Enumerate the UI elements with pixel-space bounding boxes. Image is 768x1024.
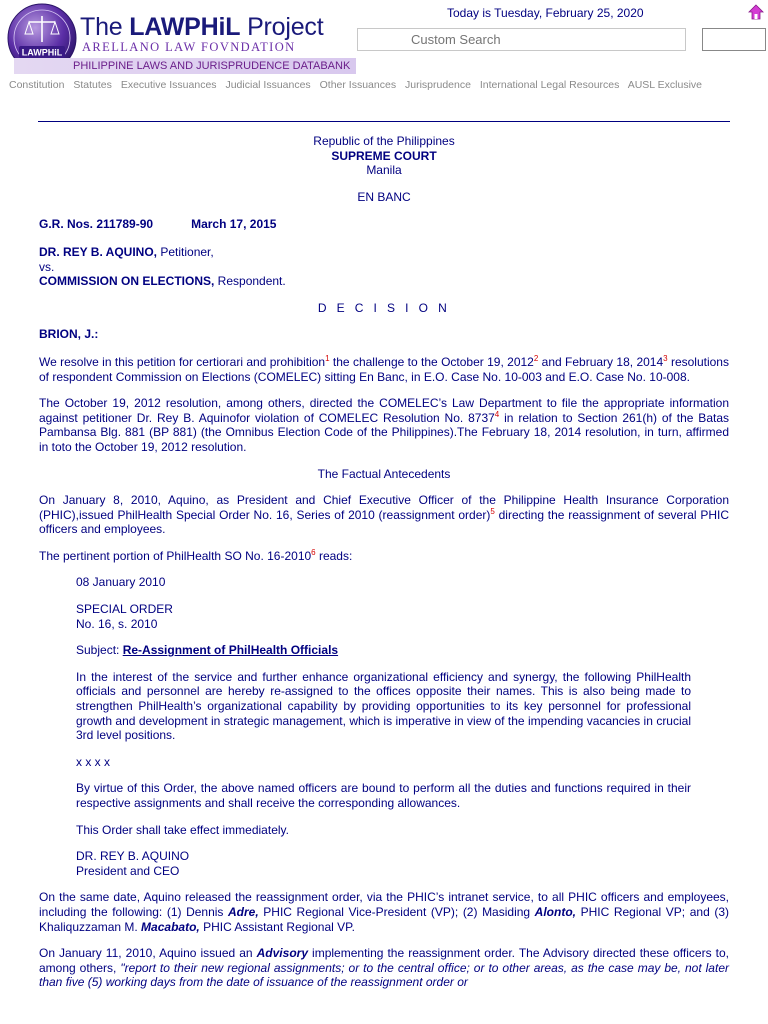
petitioner-line <box>39 245 729 260</box>
footnote-link-6[interactable]: 6 <box>311 547 316 557</box>
nav-ausl-exclusive[interactable]: AUSL Exclusive <box>627 79 703 91</box>
custom-search-input[interactable] <box>357 28 686 51</box>
site-title[interactable]: The LAWPHiL Project <box>80 13 324 41</box>
quote-special-order: SPECIAL ORDER <box>76 602 173 617</box>
gr-date: March 17, 2015 <box>191 217 277 232</box>
footnote-link-5[interactable]: 5 <box>490 506 495 516</box>
quote-subject-title: Re-Assignment of PhilHealth Officials <box>122 643 339 658</box>
search-button[interactable] <box>702 28 766 51</box>
court-city: Manila <box>366 163 402 178</box>
nav-jurisprudence[interactable]: Jurisprudence <box>404 79 471 91</box>
quote-body: In the interest of the service and further enhance organizational efficiency and synergy, the following PhilHealth officials and personnel are hereby re-assigned to the offices opposite their names. This is also being made to strengthen PhilHealth’s organizational capability by providing opportunities to its key personnel for professional growth and development in strategic management, which is imperative in view of the impending vacancies in crucial 3rd level positions. <box>76 669 691 743</box>
footnote-link-4[interactable]: 4 <box>494 409 500 419</box>
nav-judicial-issuances[interactable]: Judicial Issuances <box>225 79 311 91</box>
paragraph-5: On the same date, Aquino released the reassignment order, via the PHIC’s intranet service, to all PHIC officers and employees, including the following: (1) Dennis Adre, PHIC Regional Vice-President (VP); (2) Masiding Alonto, PHIC Regional VP; and (3) Khaliquzzaman M. Macabato, PHIC Assistant Regional VP. <box>39 890 729 934</box>
en-banc-label: EN BANC <box>357 189 411 204</box>
paragraph-6: On January 11, 2010, Aquino issued an Advisory implementing the reassignment order. The Advisory directed these officers to, among others, "report to their new regional assignments; or to the central office; or to other areas, as the case may be, not later than five (5) working days from the date of issuance of the reassignment order or <box>39 946 729 990</box>
nav-executive-issuances[interactable]: Executive Issuances <box>120 79 217 91</box>
nav-international-legal-resources[interactable]: International Legal Resources <box>479 79 620 91</box>
nav-statutes[interactable]: Statutes <box>73 79 112 91</box>
respondent-name: COMMISSION ON ELECTIONS, <box>39 274 215 289</box>
quote-effectivity: This Order shall take effect immediately. <box>76 822 289 837</box>
versus: vs. <box>39 259 55 274</box>
home-icon[interactable] <box>748 4 764 20</box>
site-header <box>0 0 768 118</box>
republic-line: Republic of the Philippines <box>313 134 455 148</box>
gr-number: G.R. Nos. 211789-90 <box>39 217 154 232</box>
quote-subject: Subject: Re-Assignment of PhilHealth Officials <box>76 643 339 658</box>
header-divider <box>38 121 730 122</box>
quote-order-number: No. 16, s. 2010 <box>76 616 158 631</box>
current-date: Today is Tuesday, February 25, 2020 <box>447 6 644 20</box>
databank-label: PHILIPPINE LAWS AND JURISPRUDENCE DATABANK <box>73 60 351 72</box>
foundation-name: ARELLANO LAW FOVNDATION <box>82 40 296 54</box>
nav-constitution[interactable]: Constitution <box>9 79 65 91</box>
court-name: SUPREME COURT <box>331 148 437 163</box>
main-nav <box>9 79 708 91</box>
respondent-role: Respondent. <box>214 274 286 289</box>
footnote-link-2[interactable]: 2 <box>533 353 539 363</box>
quote-omission: x x x x <box>76 754 111 769</box>
quote-date: 08 January 2010 <box>76 575 166 590</box>
quote-virtue: By virtue of this Order, the above named officers are bound to perform all the duties and functions required in their respective assignments and shall receive the corresponding allowances. <box>76 781 691 810</box>
respondent-line <box>39 274 729 289</box>
paragraph-1: We resolve in this petition for certiorari and prohibition$^1$ the challenge to the October 19, 2012$^2$ and February 18, 2014$^3$ resolutions of respondent Commission on Elections (COMELEC) sitting En Banc, in E.O. Case No. 10-003 and E.O. Case No. 10-008. <box>39 353 729 384</box>
svg-text:LAWPHiL: LAWPHiL <box>21 47 63 58</box>
petitioner-role: Petitioner, <box>157 244 214 259</box>
footnote-link-1[interactable]: 1 <box>325 353 330 363</box>
paragraph-4: The pertinent portion of PhilHealth SO No. 16-2010$^6$ reads: <box>39 547 353 563</box>
paragraph-3: On January 8, 2010, Aquino, as President and Chief Executive Officer of the Philippine Health Insurance Corporation (PHIC),issued PhilHealth Special Order No. 16, Series of 2010 (reassignment order)$^5$ directing the reassignment of several PHIC officers and employees. <box>39 493 729 537</box>
case-number-line <box>39 217 729 232</box>
footnote-link-3[interactable]: 3 <box>663 353 668 363</box>
petitioner-name: DR. REY B. AQUINO, <box>39 244 158 259</box>
decision-heading: D E C I S I O N <box>317 300 451 315</box>
quote-signatory-title: President and CEO <box>76 863 180 878</box>
ponente: BRION, J.: <box>39 327 99 342</box>
quote-signatory-name: DR. REY B. AQUINO <box>76 849 190 864</box>
nav-other-issuances[interactable]: Other Issuances <box>319 79 397 91</box>
paragraph-2: The October 19, 2012 resolution, among others, directed the COMELEC’s Law Department to file the appropriate information against petitioner Dr. Rey B. Aquinofor violation of COMELEC Resolution No. 8737$^4$ in relation to Section 261(h) of the Batas Pambansa Blg. 881 (BP 881) (the Omnibus Election Code of the Philippines).The February 18, 2014 resolution, in turn, affirmed in toto the October 19, 2012 resolution. <box>39 396 729 454</box>
decision-document <box>39 134 729 990</box>
factual-antecedents-heading: The Factual Antecedents <box>317 466 451 481</box>
